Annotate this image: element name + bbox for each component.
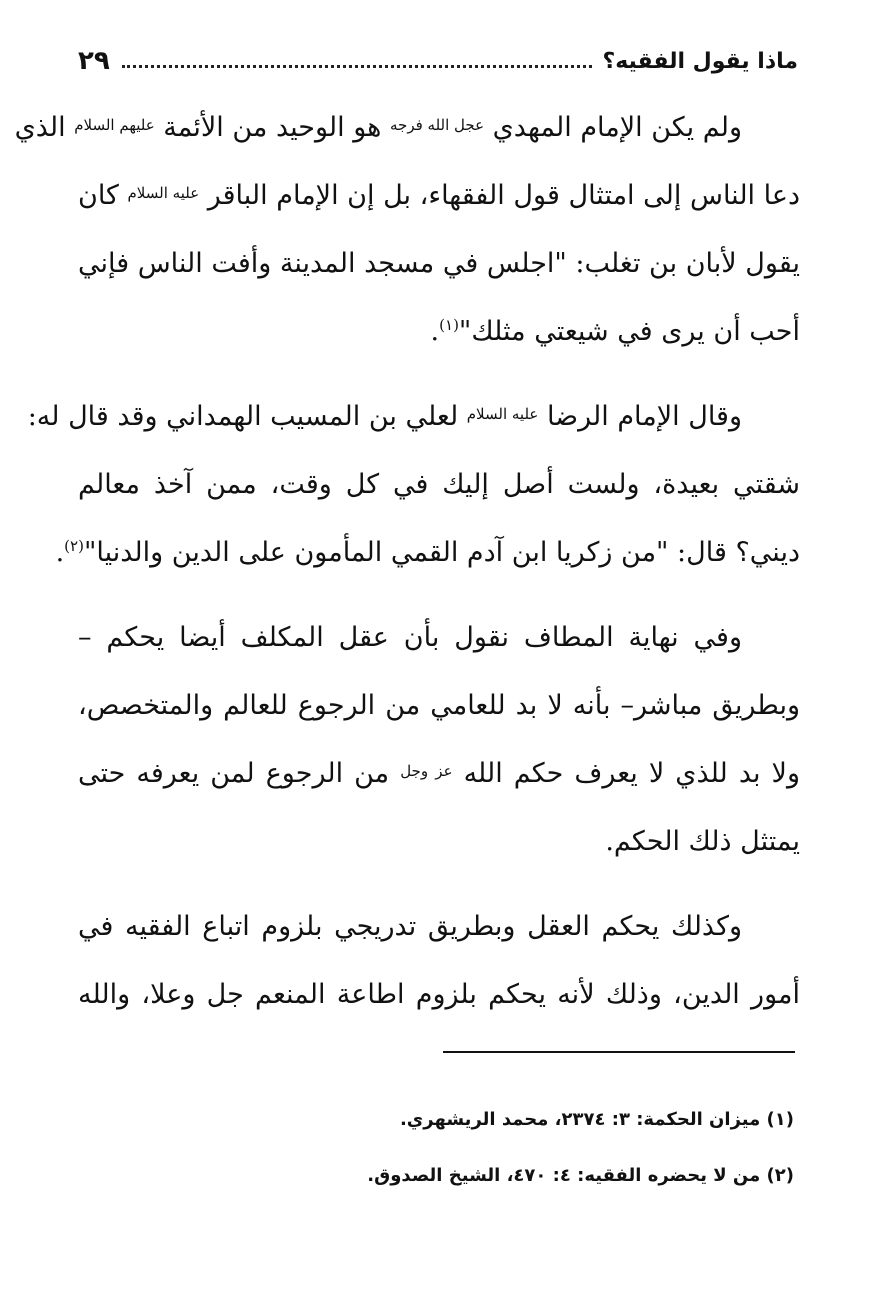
text-line: دعا الناس إلى امتثال قول الفقهاء، بل إن الإمام الباقر $^{عليه السلام}$ كان	[78, 180, 801, 211]
honorific-symbol: عليه السلام	[466, 405, 539, 423]
honorific-symbol: عجل الله فرجه	[390, 116, 485, 134]
text-line: وفي نهاية المطاف نقول بأن عقل المكلف أيضا يحكم –	[78, 622, 742, 653]
footnote-reference: (٢)	[64, 537, 84, 555]
paragraph-3	[78, 604, 800, 876]
text-line: ولا بد للذي لا يعرف حكم الله $^{عز وجل}$ من الرجوع لمن يعرفه حتى	[78, 758, 800, 789]
page-number: ٢٩	[78, 46, 110, 76]
text-line: وقال الإمام الرضا $^{عليه السلام}$ لعلي بن المسيب الهمداني وقد قال له:	[27, 401, 742, 432]
text-line: يقول لأبان بن تغلب: "اجلس في مسجد المدينة وأفت الناس فإني	[77, 248, 800, 279]
text-line: أمور الدين، وذلك لأنه يحكم بلزوم اطاعة المنعم جل وعلا، والله	[78, 979, 800, 1010]
honorific-symbol: عليه السلام	[127, 184, 200, 202]
text-line: ديني؟ قال: "من زكريا ابن آدم القمي المأمون على الدين والدنيا"$^{(٢)}$.	[55, 537, 800, 568]
paragraph-4	[78, 893, 800, 1029]
header-dot-leader	[122, 65, 593, 68]
footnote-separator	[443, 1051, 795, 1053]
paragraph-1	[14, 94, 801, 366]
text-line: وكذلك يحكم العقل وبطريق تدريجي بلزوم اتباع الفقيه في	[78, 911, 742, 942]
footnote-reference: (١)	[439, 316, 459, 334]
text-line: ولم يكن الإمام المهدي $^{عجل الله فرجه}$ هو الوحيد من الأئمة $^{عليهم السلام}$ الذي	[14, 112, 742, 143]
paragraph-2	[27, 383, 800, 587]
footnote-1: (١) ميزان الحكمة: ٣: ٢٣٧٤، محمد الريشهري.	[399, 1109, 794, 1130]
body-text	[14, 94, 801, 1046]
text-line: وبطريق مباشر– بأنه لا بد للعامي من الرجوع للعالم والمتخصص،	[78, 690, 800, 721]
honorific-symbol: عليهم السلام	[74, 116, 155, 134]
text-line: أحب أن يرى في شيعتي مثلك"$^{(١)}$.	[430, 316, 800, 347]
footnote-2: (٢) من لا يحضره الفقيه: ٤: ٤٧٠، الشيخ الصدوق.	[367, 1165, 794, 1186]
honorific-symbol: عز وجل	[400, 762, 453, 780]
footnotes	[78, 1092, 794, 1204]
text-line: يمتثل ذلك الحكم.	[605, 826, 800, 857]
running-title: ماذا يقول الفقيه؟	[602, 48, 798, 74]
running-header	[78, 38, 798, 84]
text-line: شقتي بعيدة، ولست أصل إليك في كل وقت، ممن آخذ معالم	[78, 469, 800, 500]
